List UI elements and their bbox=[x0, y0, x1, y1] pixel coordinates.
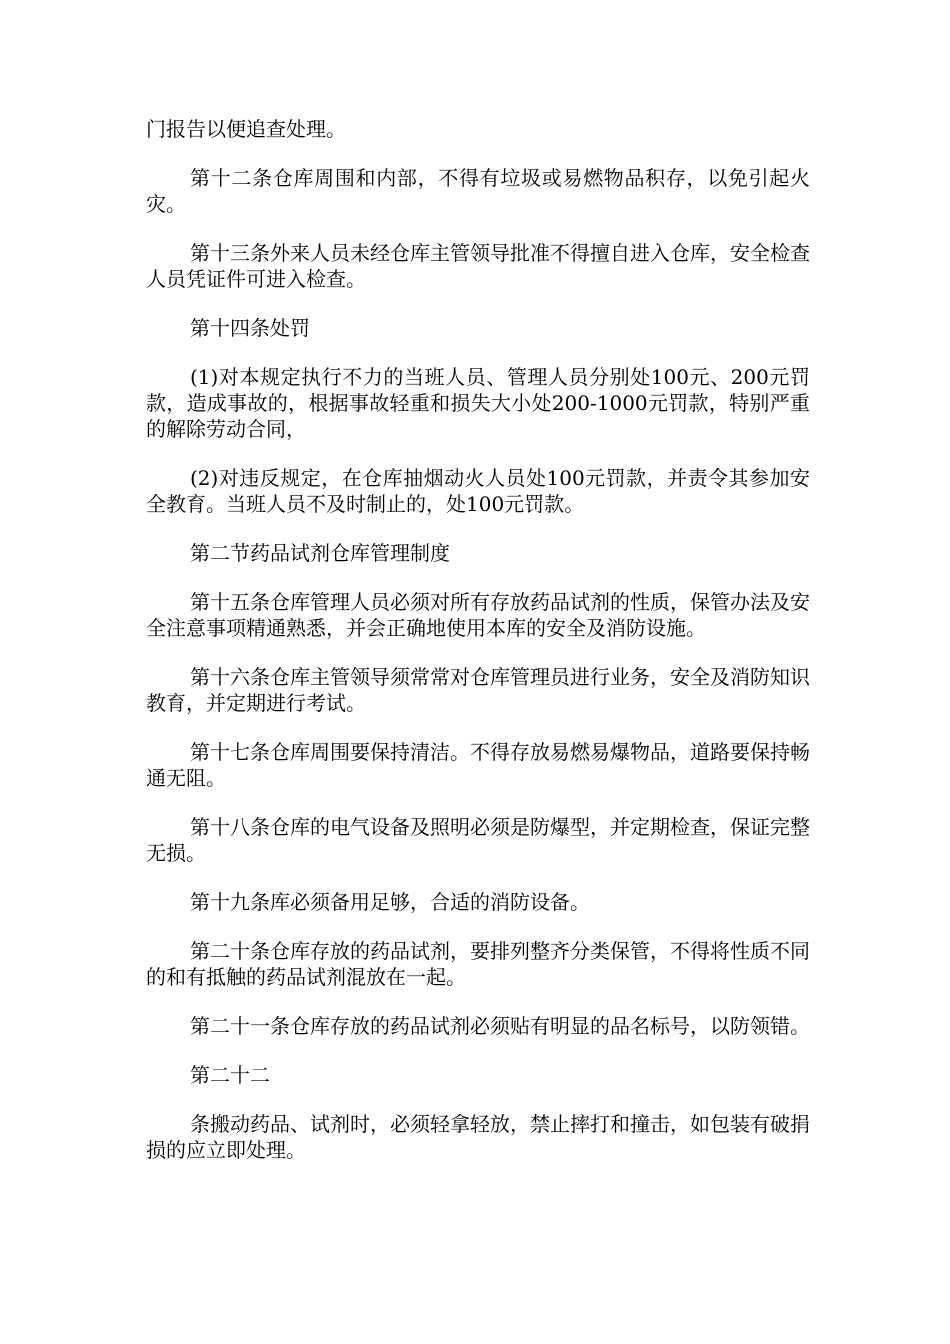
paragraph-article-18: 第十八条仓库的电气设备及照明必须是防爆型，并定期检查，保证完整无损。 bbox=[146, 815, 810, 865]
paragraph-article-17: 第十七条仓库周围要保持清洁。不得存放易燃易爆物品，道路要保持畅通无阻。 bbox=[146, 740, 810, 790]
paragraph-article-21: 第二十一条仓库存放的药品试剂必须贴有明显的品名标号，以防领错。 bbox=[190, 1014, 810, 1038]
paragraph-article-14-heading: 第十四条处罚 bbox=[190, 316, 310, 340]
paragraph-article-19: 第十九条库必须备用足够，合适的消防设备。 bbox=[190, 890, 590, 914]
paragraph-article-12: 第十二条仓库周围和内部，不得有垃圾或易燃物品积存，以免引起火灾。 bbox=[146, 166, 810, 216]
section-heading-2: 第二节药品试剂仓库管理制度 bbox=[190, 541, 450, 565]
paragraph-article-20: 第二十条仓库存放的药品试剂，要排列整齐分类保管，不得将性质不同的和有抵触的药品试剂混放在一起。 bbox=[146, 939, 810, 989]
paragraph-penalty-1: (1)对本规定执行不力的当班人员、管理人员分别处100元、200元罚款，造成事故的，根据事故轻重和损失大小处200-1000元罚款，特别严重的解除劳动合同， bbox=[146, 365, 810, 441]
document-body bbox=[146, 116, 810, 1186]
paragraph-article-16: 第十六条仓库主管领导须常常对仓库管理员进行业务，安全及消防知识教育，并定期进行考试。 bbox=[146, 665, 810, 715]
paragraph-article-22-heading: 第二十二 bbox=[190, 1063, 270, 1087]
paragraph-continuation: 门报告以便追查处理。 bbox=[146, 117, 346, 141]
paragraph-penalty-2: (2)对违反规定，在仓库抽烟动火人员处100元罚款，并责令其参加安全教育。当班人员不及时制止的，处100元罚款。 bbox=[146, 466, 810, 516]
paragraph-article-13: 第十三条外来人员未经仓库主管领导批准不得擅自进入仓库，安全检查人员凭证件可进入检查。 bbox=[146, 241, 810, 291]
paragraph-article-15: 第十五条仓库管理人员必须对所有存放药品试剂的性质，保管办法及安全注意事项精通熟悉，并会正确地使用本库的安全及消防设施。 bbox=[146, 590, 810, 640]
paragraph-article-22-body: 条搬动药品、试剂时，必须轻拿轻放，禁止摔打和撞击，如包装有破捐损的应立即处理。 bbox=[146, 1112, 810, 1162]
